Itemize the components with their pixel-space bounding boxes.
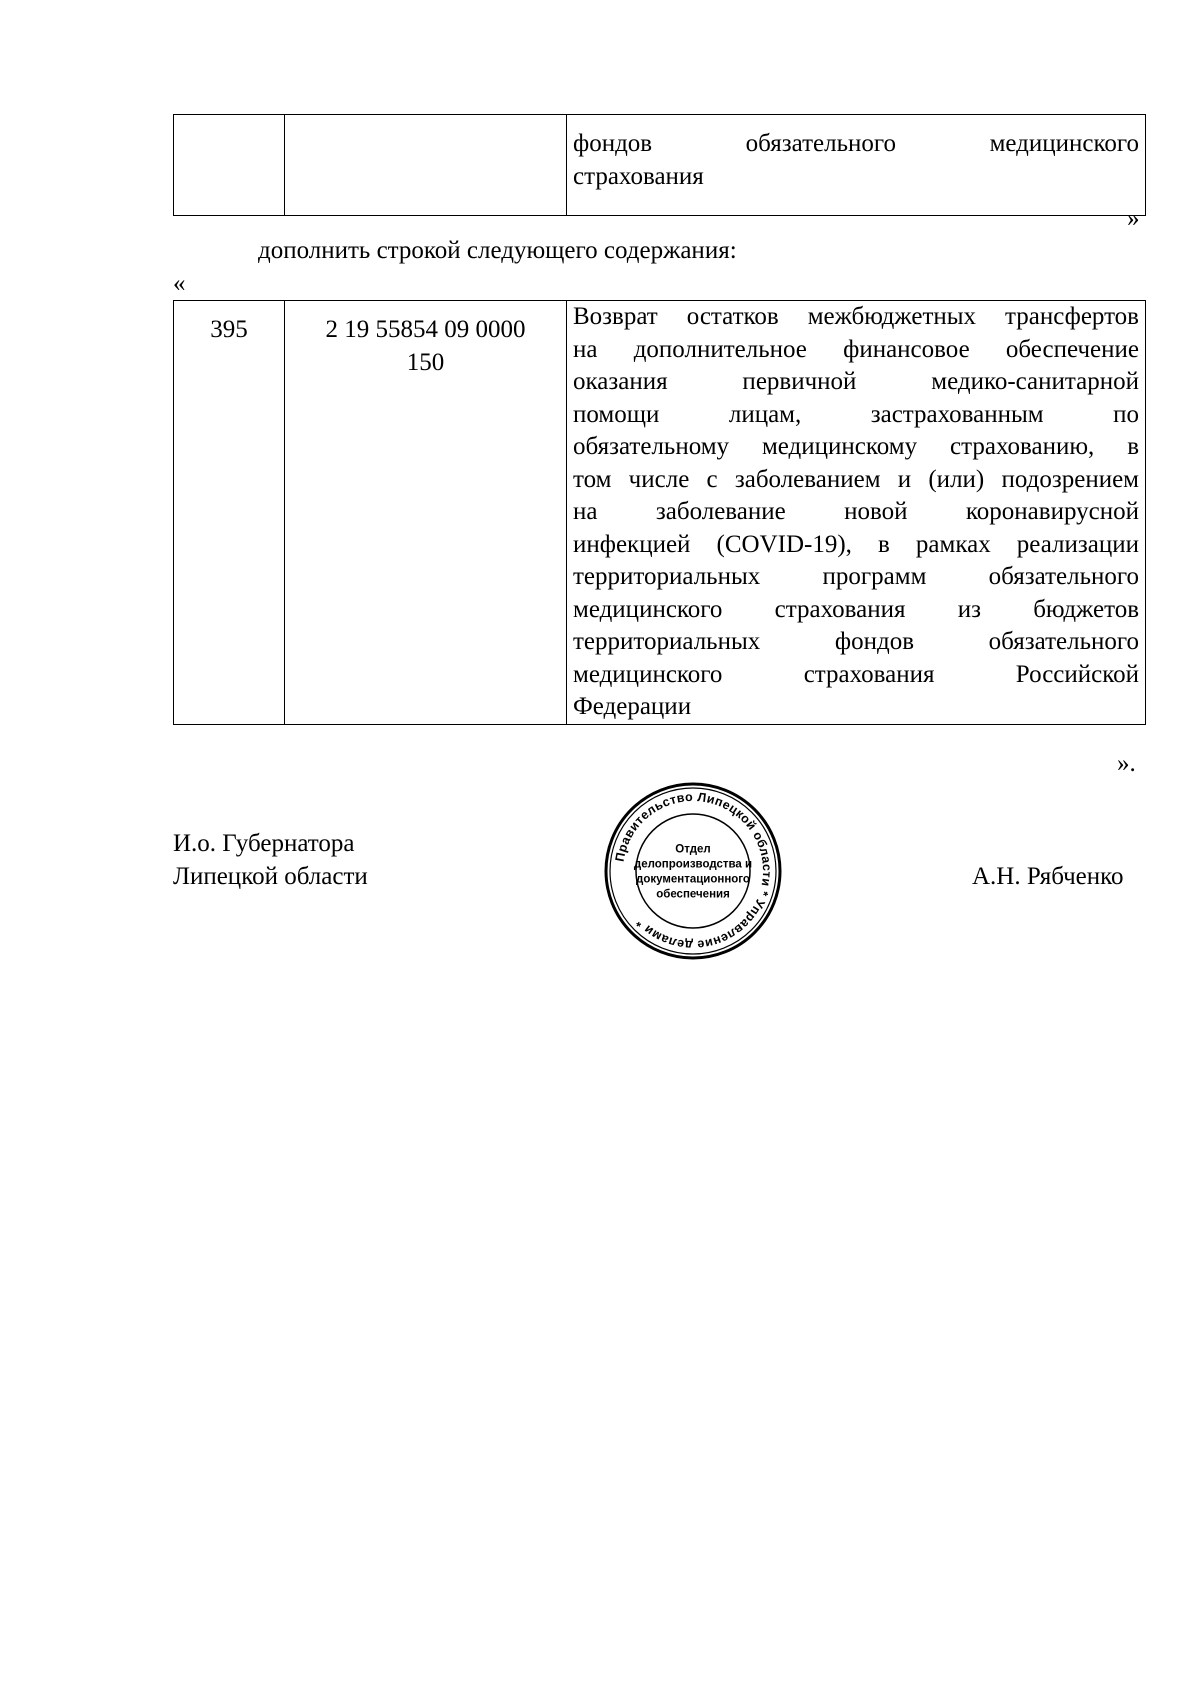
row-text-line: медицинского страхования Российской [573, 660, 1139, 688]
row-number-cell: 395 [174, 301, 285, 725]
row-number-cell [174, 115, 285, 216]
table-continuation [173, 114, 1146, 216]
row-text-line: территориальных программ обязательного [573, 563, 1139, 590]
row-text-line: территориальных фондов обязательного [573, 628, 1139, 655]
svg-text:Отделделопроизводства идокумен: Отдел делопроизводства и документационного обеспечения [633, 843, 753, 901]
row-text-cell [567, 115, 1146, 216]
code-line: 2 19 55854 09 0000 [325, 316, 526, 343]
row-text-line: фондов обязательного медицинского [573, 130, 1139, 157]
row-text-line: оказания первичной медико-санитарной [573, 368, 1139, 395]
official-seal-stamp [603, 781, 783, 961]
table-new-row [173, 300, 1146, 725]
row-text-line: помощи лицам, застрахованным по [573, 400, 1139, 428]
signatory-name: А.Н. Рябченко [972, 863, 1124, 890]
closing-quote: » [1127, 205, 1140, 232]
svg-text:Правительство Липецкой области: Правительство Липецкой области * Управление делами * [612, 789, 775, 953]
row-text-line: инфекцией (COVID-19), в рамках реализации [573, 530, 1139, 558]
signatory-title: Липецкой области [173, 863, 368, 890]
row-text-line: Возврат остатков межбюджетных трансфертов [573, 303, 1139, 330]
row-text-line: медицинского страхования из бюджетов [573, 595, 1139, 623]
row-text-line: на дополнительное финансовое обеспечение [573, 335, 1139, 363]
row-code-cell [285, 115, 567, 216]
closing-quote: ». [1117, 750, 1136, 777]
row-text-line: Федерации [573, 693, 692, 720]
code-line: 150 [406, 348, 445, 376]
row-code-cell [285, 301, 567, 725]
instruction-text: дополнить строкой следующего содержания: [258, 237, 737, 264]
row-text-cell [567, 301, 1146, 725]
table-row [174, 301, 1146, 725]
table-row [174, 115, 1146, 216]
signatory-title: И.о. Губернатора [173, 830, 355, 857]
opening-quote: « [173, 270, 186, 297]
row-text-line: том числе с заболеванием и (или) подозрением [573, 465, 1139, 493]
row-text-line: страхования [573, 162, 704, 190]
row-text-line: обязательному медицинскому страхованию, в [573, 433, 1139, 460]
row-text-line: на заболевание новой коронавирусной [573, 498, 1139, 525]
